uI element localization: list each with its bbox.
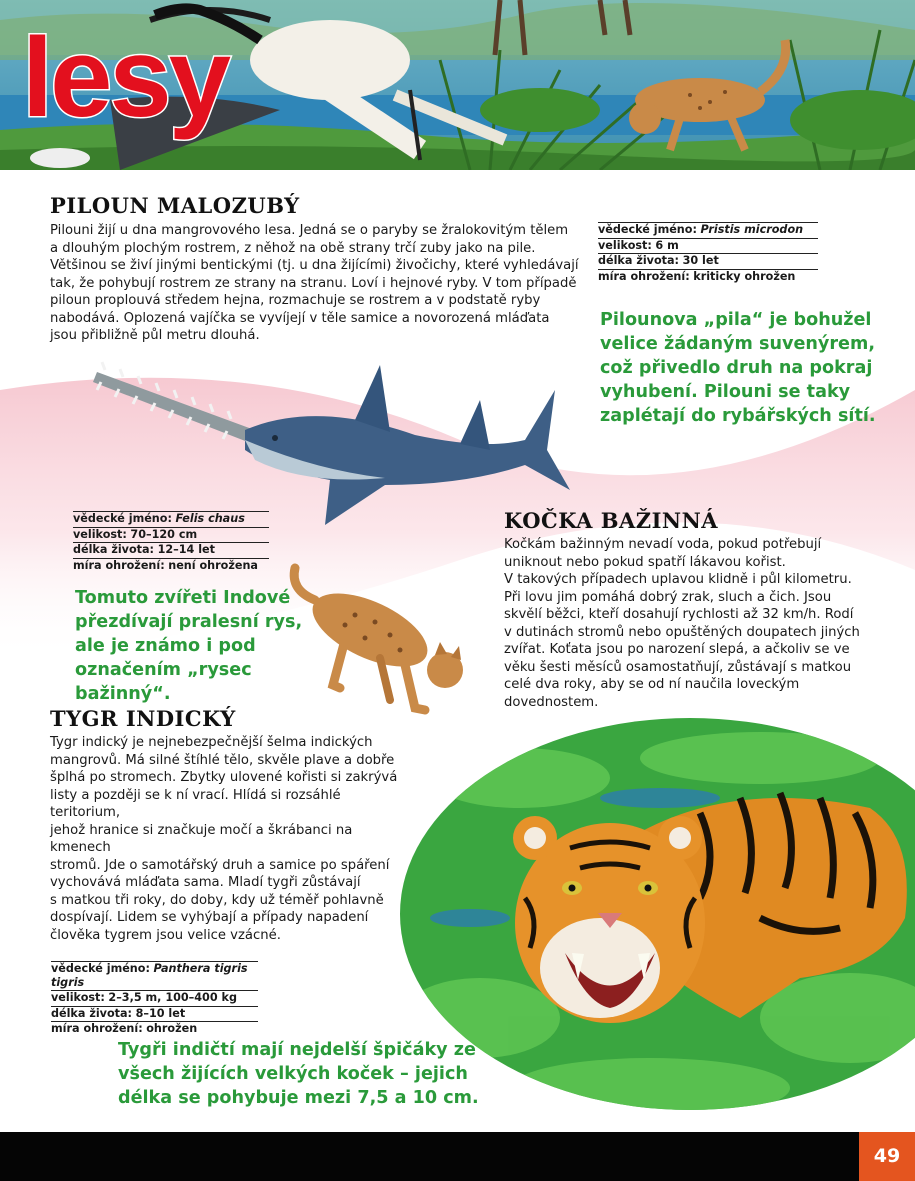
sawfish-description: Pilouni žijí u dna mangrovového lesa. Jedná se o paryby se žralokovitým tělem a dlouhým plochým rostrem, z něhož na obě strany trčí zuby jako na pile. Většinou se živí jinými bentickými (tj. u dna žijícími) živočichy, které vyhledávají tak, že pohybují rostrem ze strany na stranu. Loví i hejnové ryby. V tom případě piloun proplouvá středem hejna, rozmachuje se rostrem a v podstatě ryby nabodává. Oplozená vajíčka se vyvíjejí v těle samice a novorozená mláďata jsou přibližně půl metru dlouhá. bbox=[50, 223, 579, 343]
junglecat-section bbox=[504, 508, 864, 711]
junglecat-description: Kočkám bažinným nevadí voda, pokud potřebují uniknout nebo pokud spatří lákavou kořist. V takových případech uplavou klidně i půl kilometru. Při lovu jim pomáhá dobrý zrak, sluch a čich. Jsou skvělí běžci, kteří dosahují rychlosti až 32 km/h. Rodí v dutinách stromů nebo opuštěných doupatech jiných zvířat. Koťata jsou po narození slepá, a ačkoliv se ve věku šesti měsíců osamostatňují, zůstávají s matkou celé dva roky, aby se od ní naučila loveckým dovednostem. bbox=[504, 537, 860, 710]
junglecat-callout: Tomuto zvířeti Indové přezdívají pralesní rys, ale je známo i pod označením „rysec bažinný“. bbox=[75, 588, 303, 704]
fact-scientific-name: vědecké jméno: Felis chaus bbox=[73, 511, 269, 527]
fact-lifespan: délka života: 12–14 let bbox=[73, 542, 269, 558]
fact-size: velikost: 2–3,5 m, 100–400 kg bbox=[51, 990, 258, 1006]
sawfish-section bbox=[50, 193, 610, 345]
tiger-facts bbox=[51, 961, 258, 1037]
fact-size: velikost: 70–120 cm bbox=[73, 527, 269, 543]
sawfish-callout: Pilounova „pila“ je bohužel velice žádaným suvenýrem, což přivedlo druh na pokraj vyhubení. Pilouni se taky zaplétají do rybářských sítí. bbox=[600, 310, 876, 426]
junglecat-heading: KOČKA BAŽINNÁ bbox=[504, 508, 719, 533]
fact-threat-level: míra ohrožení: není ohrožena bbox=[73, 558, 269, 574]
fact-size: velikost: 6 m bbox=[598, 238, 818, 254]
junglecat-facts bbox=[73, 511, 269, 573]
fact-lifespan: délka života: 30 let bbox=[598, 253, 818, 269]
tiger-heading: TYGR INDICKÝ bbox=[50, 706, 236, 731]
footer-bar bbox=[0, 1132, 915, 1181]
sawfish-heading: PILOUN MALOZUBÝ bbox=[50, 193, 300, 218]
tiger-section bbox=[50, 706, 410, 944]
sawfish-facts bbox=[598, 222, 818, 284]
fact-scientific-name: vědecké jméno: Panthera tigris tigris bbox=[51, 961, 258, 990]
sawfish-illustration bbox=[85, 360, 575, 530]
fact-threat-level: míra ohrožení: ohrožen bbox=[51, 1021, 258, 1037]
fact-lifespan: délka života: 8–10 let bbox=[51, 1006, 258, 1022]
tiger-callout: Tygři indičtí mají nejdelší špičáky ze všech žijících velkých koček – jejich délka se pohybuje mezi 7,5 a 10 cm. bbox=[118, 1040, 479, 1108]
jungle-cat-illustration bbox=[285, 560, 475, 720]
fact-scientific-name: vědecké jméno: Pristis microdon bbox=[598, 222, 818, 238]
chapter-title: lesy bbox=[22, 15, 228, 140]
fact-threat-level: míra ohrožení: kriticky ohrožen bbox=[598, 269, 818, 285]
page-number: 49 bbox=[859, 1132, 915, 1181]
tiger-description: Tygr indický je nejnebezpečnější šelma indických mangrovů. Má silné štíhlé tělo, skvěle plave a dobře šplhá po stromech. Zbytky ulovené kořisti si zakrývá listy a později se k ní vrací. Hlídá si rozsáhlé teritorium, jehož hranice si značkuje močí a škrábanci na kmenech stromů. Jde o samotářský druh a samice po spáření vychovává mláďata sama. Mladí tygři zůstávají s matkou tři roky, do doby, kdy už téměř pohlavně dospívají. Lidem se vyhýbají a případy napadení člověka tygrem jsou velice vzácné. bbox=[50, 735, 398, 943]
